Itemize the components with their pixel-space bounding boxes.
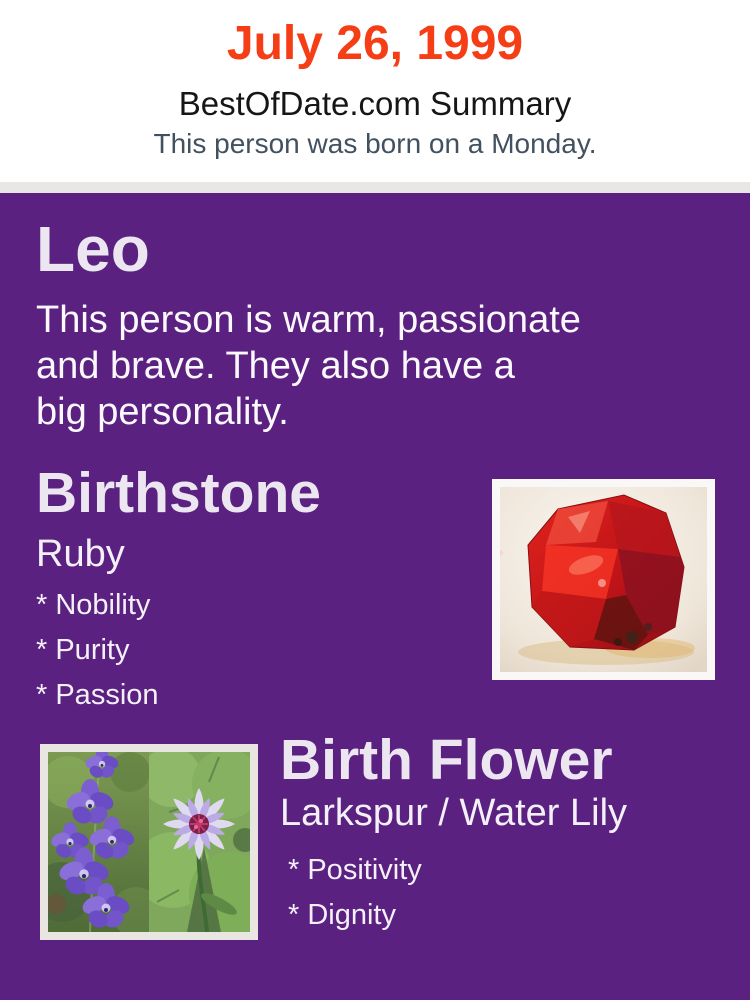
birthstone-trait: * Nobility bbox=[36, 589, 151, 621]
larkspur-water-lily-photo bbox=[40, 744, 258, 940]
birthstone-name: Ruby bbox=[36, 533, 125, 575]
birth-flower-traits-list bbox=[288, 848, 422, 938]
zodiac-description-line: big personality. bbox=[36, 391, 289, 433]
main-section bbox=[0, 193, 750, 1000]
birth-flower-heading: Birth Flower bbox=[280, 728, 613, 792]
birthstone-trait: * Passion bbox=[36, 679, 159, 711]
site-summary-subtitle: BestOfDate.com Summary bbox=[178, 85, 572, 122]
zodiac-description-line: and brave. They also have a bbox=[36, 345, 515, 387]
larkspur-water-lily-graphic bbox=[48, 752, 250, 932]
birth-flower-trait: * Dignity bbox=[288, 899, 396, 931]
header-divider bbox=[0, 182, 750, 193]
zodiac-description-line: This person is warm, passionate bbox=[36, 299, 581, 341]
page-title-date: July 26, 1999 bbox=[226, 17, 524, 70]
birthstone-traits-list bbox=[36, 583, 159, 718]
water-lily-panel bbox=[135, 752, 250, 932]
larkspur-panel bbox=[48, 752, 161, 932]
birthstone-heading: Birthstone bbox=[36, 461, 321, 525]
zodiac-sign-heading: Leo bbox=[36, 213, 150, 285]
zodiac-description bbox=[36, 297, 581, 435]
ruby-gem-graphic bbox=[500, 487, 707, 672]
born-day-line: This person was born on a Monday. bbox=[153, 128, 597, 159]
birth-flower-name: Larkspur / Water Lily bbox=[280, 792, 628, 834]
ruby-gemstone-photo bbox=[492, 479, 715, 680]
birthstone-trait: * Purity bbox=[36, 634, 130, 666]
birth-flower-trait: * Positivity bbox=[288, 854, 422, 886]
